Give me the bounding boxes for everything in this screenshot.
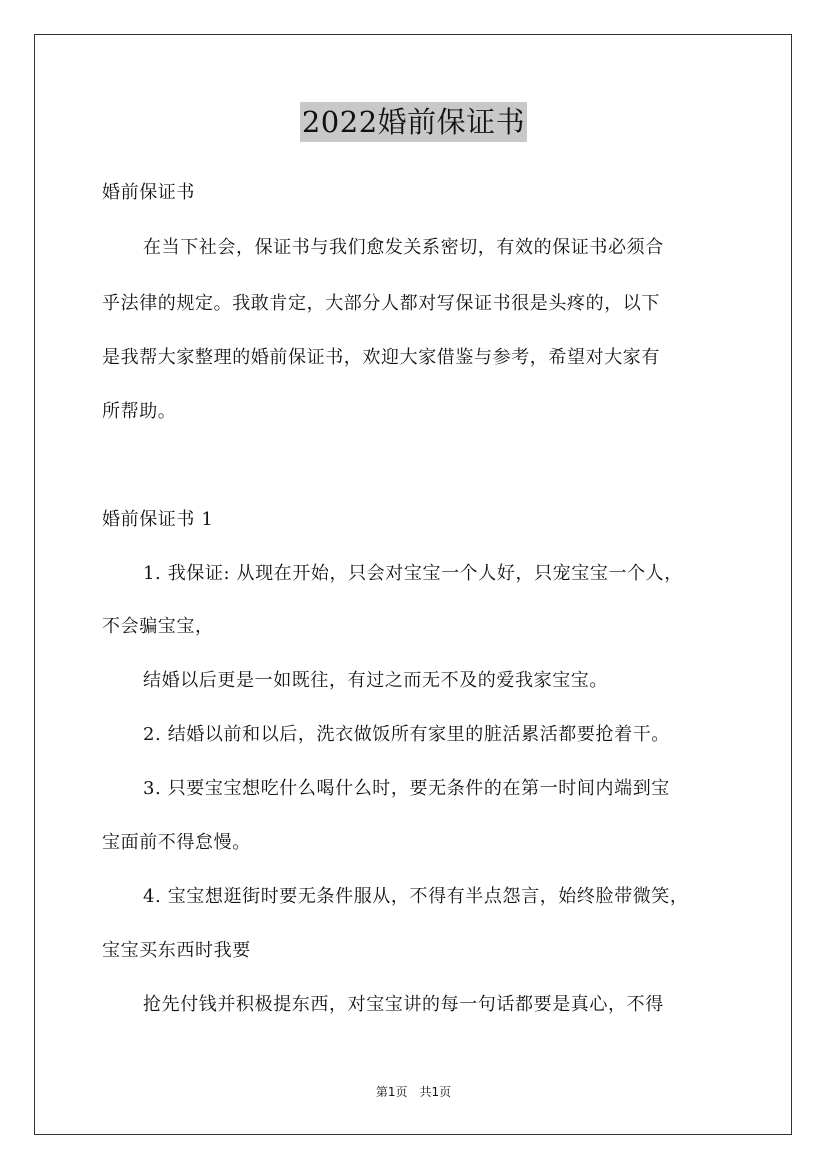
text-line-item-1b: 不会骗宝宝， (102, 616, 214, 637)
text-line-item-4a: 4. 宝宝想逛街时要无条件服从，不得有半点怨言，始终脸带微笑， (143, 886, 689, 907)
title-container (0, 102, 827, 142)
text-line-intro-1: 在当下社会，保证书与我们愈发关系密切，有效的保证书必须合 (143, 237, 664, 258)
text-line-item-4c: 抢先付钱并积极提东西，对宝宝讲的每一句话都要是真心，不得 (143, 994, 664, 1015)
text-line-item-2: 2. 结婚以前和以后，洗衣做饭所有家里的脏活累活都要抢着干。 (143, 724, 670, 745)
page-footer: 第1页 共1页 (375, 1085, 452, 1099)
text-line-intro-4: 所帮助。 (102, 401, 177, 422)
document-title: 2022婚前保证书 (300, 102, 527, 142)
text-line-item-1a: 1. 我保证: 从现在开始，只会对宝宝一个人好，只宠宝宝一个人， (143, 563, 683, 584)
text-line-intro-2: 乎法律的规定。我敢肯定，大部分人都对写保证书很是头疼的，以下 (102, 293, 660, 314)
text-line-item-3b: 宝面前不得怠慢。 (102, 832, 251, 853)
text-line-intro-3: 是我帮大家整理的婚前保证书，欢迎大家借鉴与参考，希望对大家有 (102, 347, 660, 368)
section-heading: 婚前保证书 1 (102, 509, 214, 530)
text-line-heading: 婚前保证书 (102, 182, 195, 203)
text-line-item-3a: 3. 只要宝宝想吃什么喝什么时，要无条件的在第一时间内端到宝 (143, 778, 670, 799)
text-line-item-4b: 宝宝买东西时我要 (102, 940, 251, 961)
text-line-item-1c: 结婚以后更是一如既往，有过之而无不及的爱我家宝宝。 (143, 670, 608, 691)
